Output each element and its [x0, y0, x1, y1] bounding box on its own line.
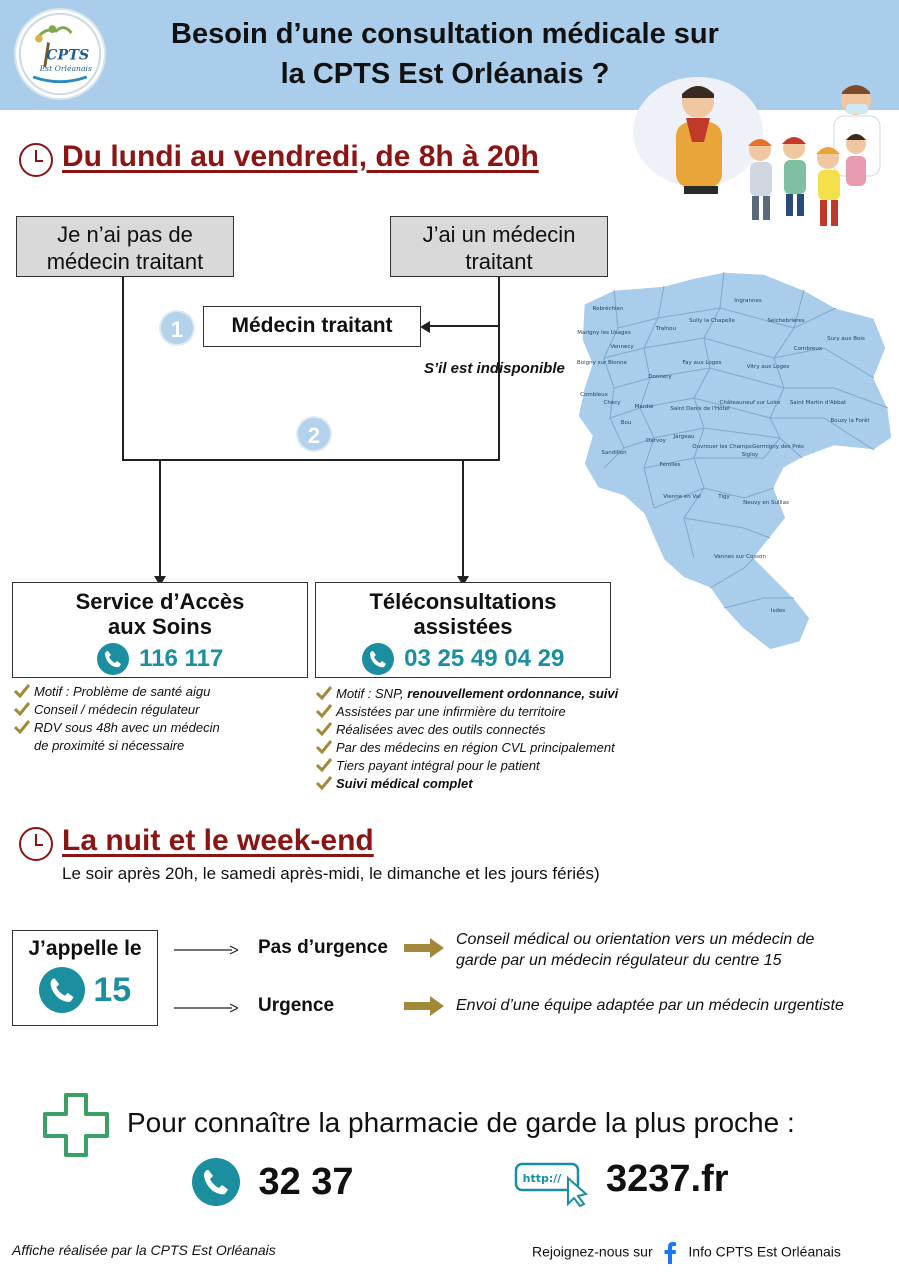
- map-town: Isdes: [770, 608, 786, 614]
- map-town: Sigloy: [741, 452, 759, 458]
- map-town: Vienne en Val: [663, 494, 701, 500]
- map-town: Saint Denis de l'Hôtel: [670, 406, 730, 412]
- map-town: Neuvy en Sullias: [743, 500, 789, 506]
- arrow-right-icon: [174, 1000, 238, 1018]
- phone-icon: [39, 967, 85, 1013]
- title-line-1: Besoin d’une consultation médicale sur: [171, 18, 719, 50]
- check-icon: [316, 740, 332, 754]
- map-town: Sury aux Bois: [827, 336, 865, 342]
- sas-phone: [13, 643, 307, 675]
- step-1-badge: 1: [159, 310, 195, 346]
- no-doctor-box: [16, 216, 234, 277]
- pharmacy-phone-row: [192, 1158, 354, 1206]
- gold-arrow-icon: [404, 996, 444, 1016]
- map-town: Ingrannes: [734, 298, 762, 304]
- sas-title-line-2: aux Soins: [108, 614, 212, 639]
- call-15-box: [12, 930, 158, 1026]
- step-2-badge: 2: [296, 416, 332, 452]
- call-15-number[interactable]: 15: [93, 970, 132, 1009]
- call-label: J’appelle le: [28, 937, 142, 960]
- check-icon: [316, 704, 332, 718]
- map-town: Darvoy: [646, 438, 666, 444]
- phone-icon: [362, 643, 394, 675]
- has-doctor-line-1: J’ai un médecin: [422, 222, 576, 247]
- map-town: Bou: [620, 420, 632, 426]
- list-item: Conseil / médecin régulateur: [14, 701, 304, 719]
- tele-phone: [316, 643, 610, 675]
- arrow-left-icon: [420, 320, 430, 338]
- list-item: Par des médecins en région CVL principalement: [316, 739, 636, 757]
- map-town: Sandillon: [601, 450, 627, 456]
- map-town: Vennecy: [610, 344, 634, 350]
- join-text: Rejoignez-nous sur: [532, 1243, 653, 1260]
- tele-bullet-list: [316, 685, 636, 793]
- map-town: Traînou: [655, 326, 677, 332]
- footer-join: [532, 1242, 841, 1264]
- pharmacy-phone-number[interactable]: 32 37: [258, 1160, 354, 1203]
- sas-service-box: [12, 582, 308, 678]
- unavailable-label: S’il est indisponible: [424, 360, 565, 377]
- map-town: Jargeau: [673, 434, 695, 440]
- check-icon: [316, 686, 332, 700]
- weekday-section-title: Du lundi au vendredi, de 8h à 20h: [62, 140, 539, 173]
- map-town: Tigy: [718, 494, 730, 500]
- pharmacy-text: Pour connaître la pharmacie de garde la plus proche :: [127, 1107, 795, 1138]
- gold-arrow-icon: [404, 938, 444, 958]
- flow-line: [159, 460, 161, 576]
- list-item: Tiers payant intégral pour le patient: [316, 757, 636, 775]
- http-label: http://: [522, 1172, 562, 1185]
- map-town: Châteauneuf sur Loire: [719, 400, 781, 406]
- facebook-page-name[interactable]: Info CPTS Est Orléanais: [688, 1243, 841, 1260]
- map-town: Combleux: [580, 392, 608, 398]
- medecin-traitant-box: Médecin traitant: [203, 306, 421, 347]
- logo-text: CPTS: [46, 47, 90, 64]
- map-town: Ouvrouer les Champs: [692, 444, 752, 450]
- map-town: Mardié: [634, 404, 654, 410]
- logo-subtext: Est Orléanais: [39, 64, 92, 74]
- no-emergency-desc-line-1: Conseil médical ou orientation vers un médecin de: [456, 931, 815, 948]
- map-town: Marigny les Usages: [577, 330, 631, 336]
- sas-bullet-list: [14, 683, 304, 755]
- list-item: Assistées par une infirmière du territoire: [316, 703, 636, 721]
- map-town: Rebréchien: [592, 306, 624, 312]
- check-icon: [316, 776, 332, 790]
- tele-title-line-1: Téléconsultations: [369, 589, 557, 614]
- title-line-2: la CPTS Est Orléanais ?: [280, 58, 610, 90]
- flow-line: [426, 325, 498, 327]
- list-item: Motif : Problème de santé aigu: [14, 683, 304, 701]
- pharmacy-cross-icon: [42, 1092, 110, 1158]
- map-town: Férolles: [659, 462, 681, 468]
- has-doctor-line-2: traitant: [465, 249, 533, 274]
- flow-line: [122, 277, 124, 460]
- list-item: Réalisées avec des outils connectés: [316, 721, 636, 739]
- cpts-logo: [14, 8, 106, 100]
- map-town: Vitry aux Loges: [746, 364, 790, 370]
- map-town: Seichebrières: [767, 318, 805, 324]
- list-item: Suivi médical complet: [316, 775, 636, 793]
- pharmacy-website[interactable]: 3237.fr: [606, 1158, 729, 1200]
- territory-map: [574, 268, 894, 658]
- facebook-icon[interactable]: [663, 1242, 677, 1264]
- phone-icon: [97, 643, 129, 675]
- tele-service-box: [315, 582, 611, 678]
- clock-icon: [18, 142, 54, 178]
- night-subtitle: Le soir après 20h, le samedi après-midi, le dimanche et les jours fériés): [62, 864, 600, 883]
- check-icon: [316, 722, 332, 736]
- footer-credit: Affiche réalisée par la CPTS Est Orléanais: [12, 1242, 276, 1258]
- map-town: Donnery: [648, 374, 672, 380]
- map-town: Sully la Chapelle: [689, 318, 735, 324]
- clock-icon: [18, 826, 54, 862]
- map-town: Vannes sur Cosson: [714, 554, 766, 560]
- flow-line: [462, 460, 464, 576]
- check-icon: [316, 758, 332, 772]
- check-icon: [14, 720, 30, 734]
- web-link-icon: [514, 1160, 590, 1208]
- check-icon: [14, 702, 30, 716]
- sick-people-illustration: [628, 72, 896, 242]
- list-item: RDV sous 48h avec un médecin: [14, 719, 304, 737]
- emergency-label: Urgence: [258, 995, 335, 1016]
- map-town: Bouzy la Forêt: [830, 418, 870, 424]
- call-15-row: [13, 967, 157, 1013]
- map-town: Fay aux Loges: [682, 360, 722, 366]
- flow-line: [122, 459, 500, 461]
- emergency-description: Envoi d’une équipe adaptée par un médecin urgentiste: [456, 997, 844, 1014]
- no-emergency-desc-line-2: garde par un médecin régulateur du centre 15: [456, 952, 782, 969]
- list-item-continuation: de proximité si nécessaire: [34, 738, 185, 753]
- check-icon: [14, 684, 30, 698]
- map-town: Combreux: [793, 346, 823, 352]
- no-doctor-line-2: médecin traitant: [46, 249, 204, 274]
- no-doctor-line-1: Je n’ai pas de: [57, 222, 193, 247]
- list-item: Motif : SNP, renouvellement ordonnance, suivi: [316, 685, 636, 703]
- sas-title-line-1: Service d’Accès: [75, 589, 245, 614]
- phone-icon: [192, 1158, 240, 1206]
- tele-title-line-2: assistées: [413, 614, 513, 639]
- sas-phone-number[interactable]: 116 117: [139, 645, 224, 672]
- arrow-right-icon: [174, 942, 238, 960]
- tele-phone-number[interactable]: 03 25 49 04 29: [404, 645, 565, 672]
- night-section-title: La nuit et le week-end: [62, 824, 374, 857]
- map-town: Chécy: [603, 400, 621, 406]
- no-emergency-description: [456, 929, 814, 971]
- no-emergency-label: Pas d’urgence: [258, 937, 388, 958]
- map-town: Saint Martin d'Abbat: [789, 400, 847, 406]
- map-town: Boigny sur Bionne: [576, 360, 628, 366]
- map-town: Germigny des Prés: [752, 444, 804, 450]
